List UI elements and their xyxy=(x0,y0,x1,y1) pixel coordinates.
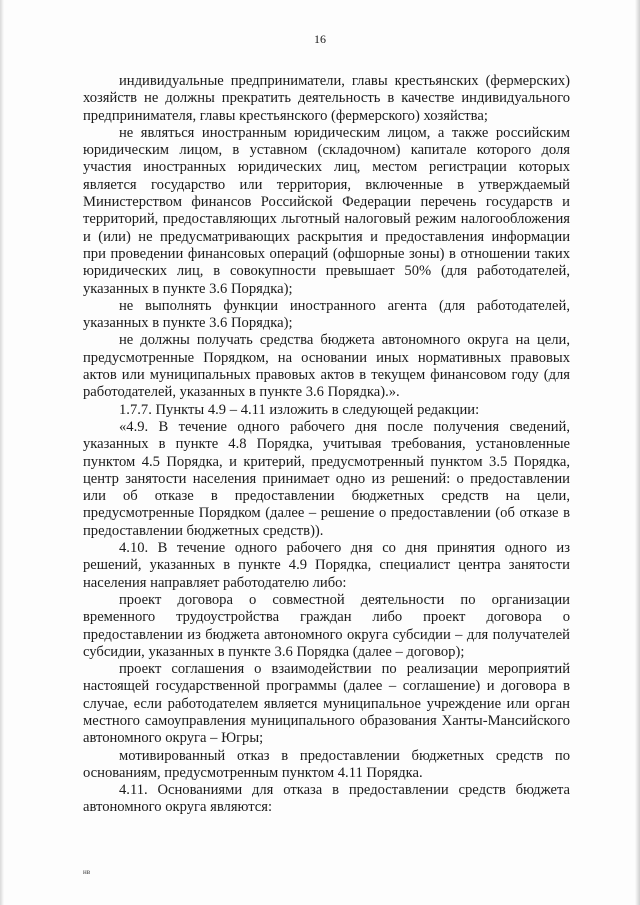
scan-edge-left xyxy=(0,0,4,905)
paragraph-4-9: «4.9. В течение одного рабочего дня после получения сведений, указанных в пункте 4.8 Порядка, учитывая требования, установленные пунктом 4.5 Порядка, и критерий, предусмотренный пунктом 3.5 Порядка, центр занятости населения принимает одно из решений: о предоставлении или об отказе в предоставлении бюджетных средств на цели, предусмотренные Порядком (далее – решение о предоставлении (об отказе в предоставлении бюджетных средств)). xyxy=(83,418,570,539)
paragraph-entrepreneurs: индивидуальные предприниматели, главы крестьянских (фермерских) хозяйств не должны прекратить деятельность в качестве индивидуального предпринимателя, главы крестьянского (фермерского) хозяйства; xyxy=(83,73,570,124)
paragraph-4-11: 4.11. Основаниями для отказа в предоставлении средств бюджета автономного округа являются: xyxy=(83,782,570,816)
paragraph-draft-contract: проект договора о совместной деятельности по организации временного трудоустройства граждан либо проект договора о предоставлении из бюджета автономного округа субсидии – для получателей субсидии, указанных в пункте 3.6 Порядка (далее – договор); xyxy=(83,591,570,660)
paragraph-not-foreign-agent: не выполнять функции иностранного агента (для работодателей, указанных в пункте 3.6 Порядка); xyxy=(83,297,570,332)
page-number: 16 xyxy=(314,32,326,46)
paragraph-draft-agreement: проект соглашения о взаимодействии по реализации мероприятий настоящей государственной программы (далее – соглашение) и договора в случае, если работодателем является муниципальное учреждение или орган местного самоуправления муниципального образования Ханты-Мансийского автономного округа – Югры; xyxy=(83,661,570,747)
paragraph-1-7-7: 1.7.7. Пункты 4.9 – 4.11 изложить в следующей редакции: xyxy=(119,401,480,418)
paragraph-4-10: 4.10. В течение одного рабочего дня со дня принятия одного из решений, указанных в пункте 4.9 Порядка, специалист центра занятости населения направляет работодателю либо: xyxy=(83,540,570,591)
footer-initials: нв xyxy=(83,868,91,876)
document-body xyxy=(83,73,570,817)
paragraph-no-other-budget: не должны получать средства бюджета автономного округа на цели, предусмотренные Порядком, на основании иных нормативных правовых актов или муниципальных правовых актов в текущем финансовом году (для работодателей, указанных в пункте 3.6 Порядка).». xyxy=(83,332,570,401)
paragraph-reasoned-refusal: мотивированный отказ в предоставлении бюджетных средств по основаниям, предусмотренным пунктом 4.11 Порядка. xyxy=(83,747,570,781)
scan-edge-right xyxy=(635,0,640,905)
paragraph-not-foreign-entity: не являться иностранным юридическим лицом, а также российским юридическим лицом, в уставном (складочном) капитале которого доля участия иностранных юридических лиц, местом регистрации которых является государство или территория, включенные в утверждаемый Министерством финансов Российской Федерации перечень государств и территорий, предоставляющих льготный налоговый режим налогообложения и (или) не предусматривающих раскрытия и предоставления информации при проведении финансовых операций (офшорные зоны) в отношении таких юридических лиц, в совокупности превышает 50% (для работодателей, указанных в пункте 3.6 Порядка); xyxy=(83,124,570,297)
